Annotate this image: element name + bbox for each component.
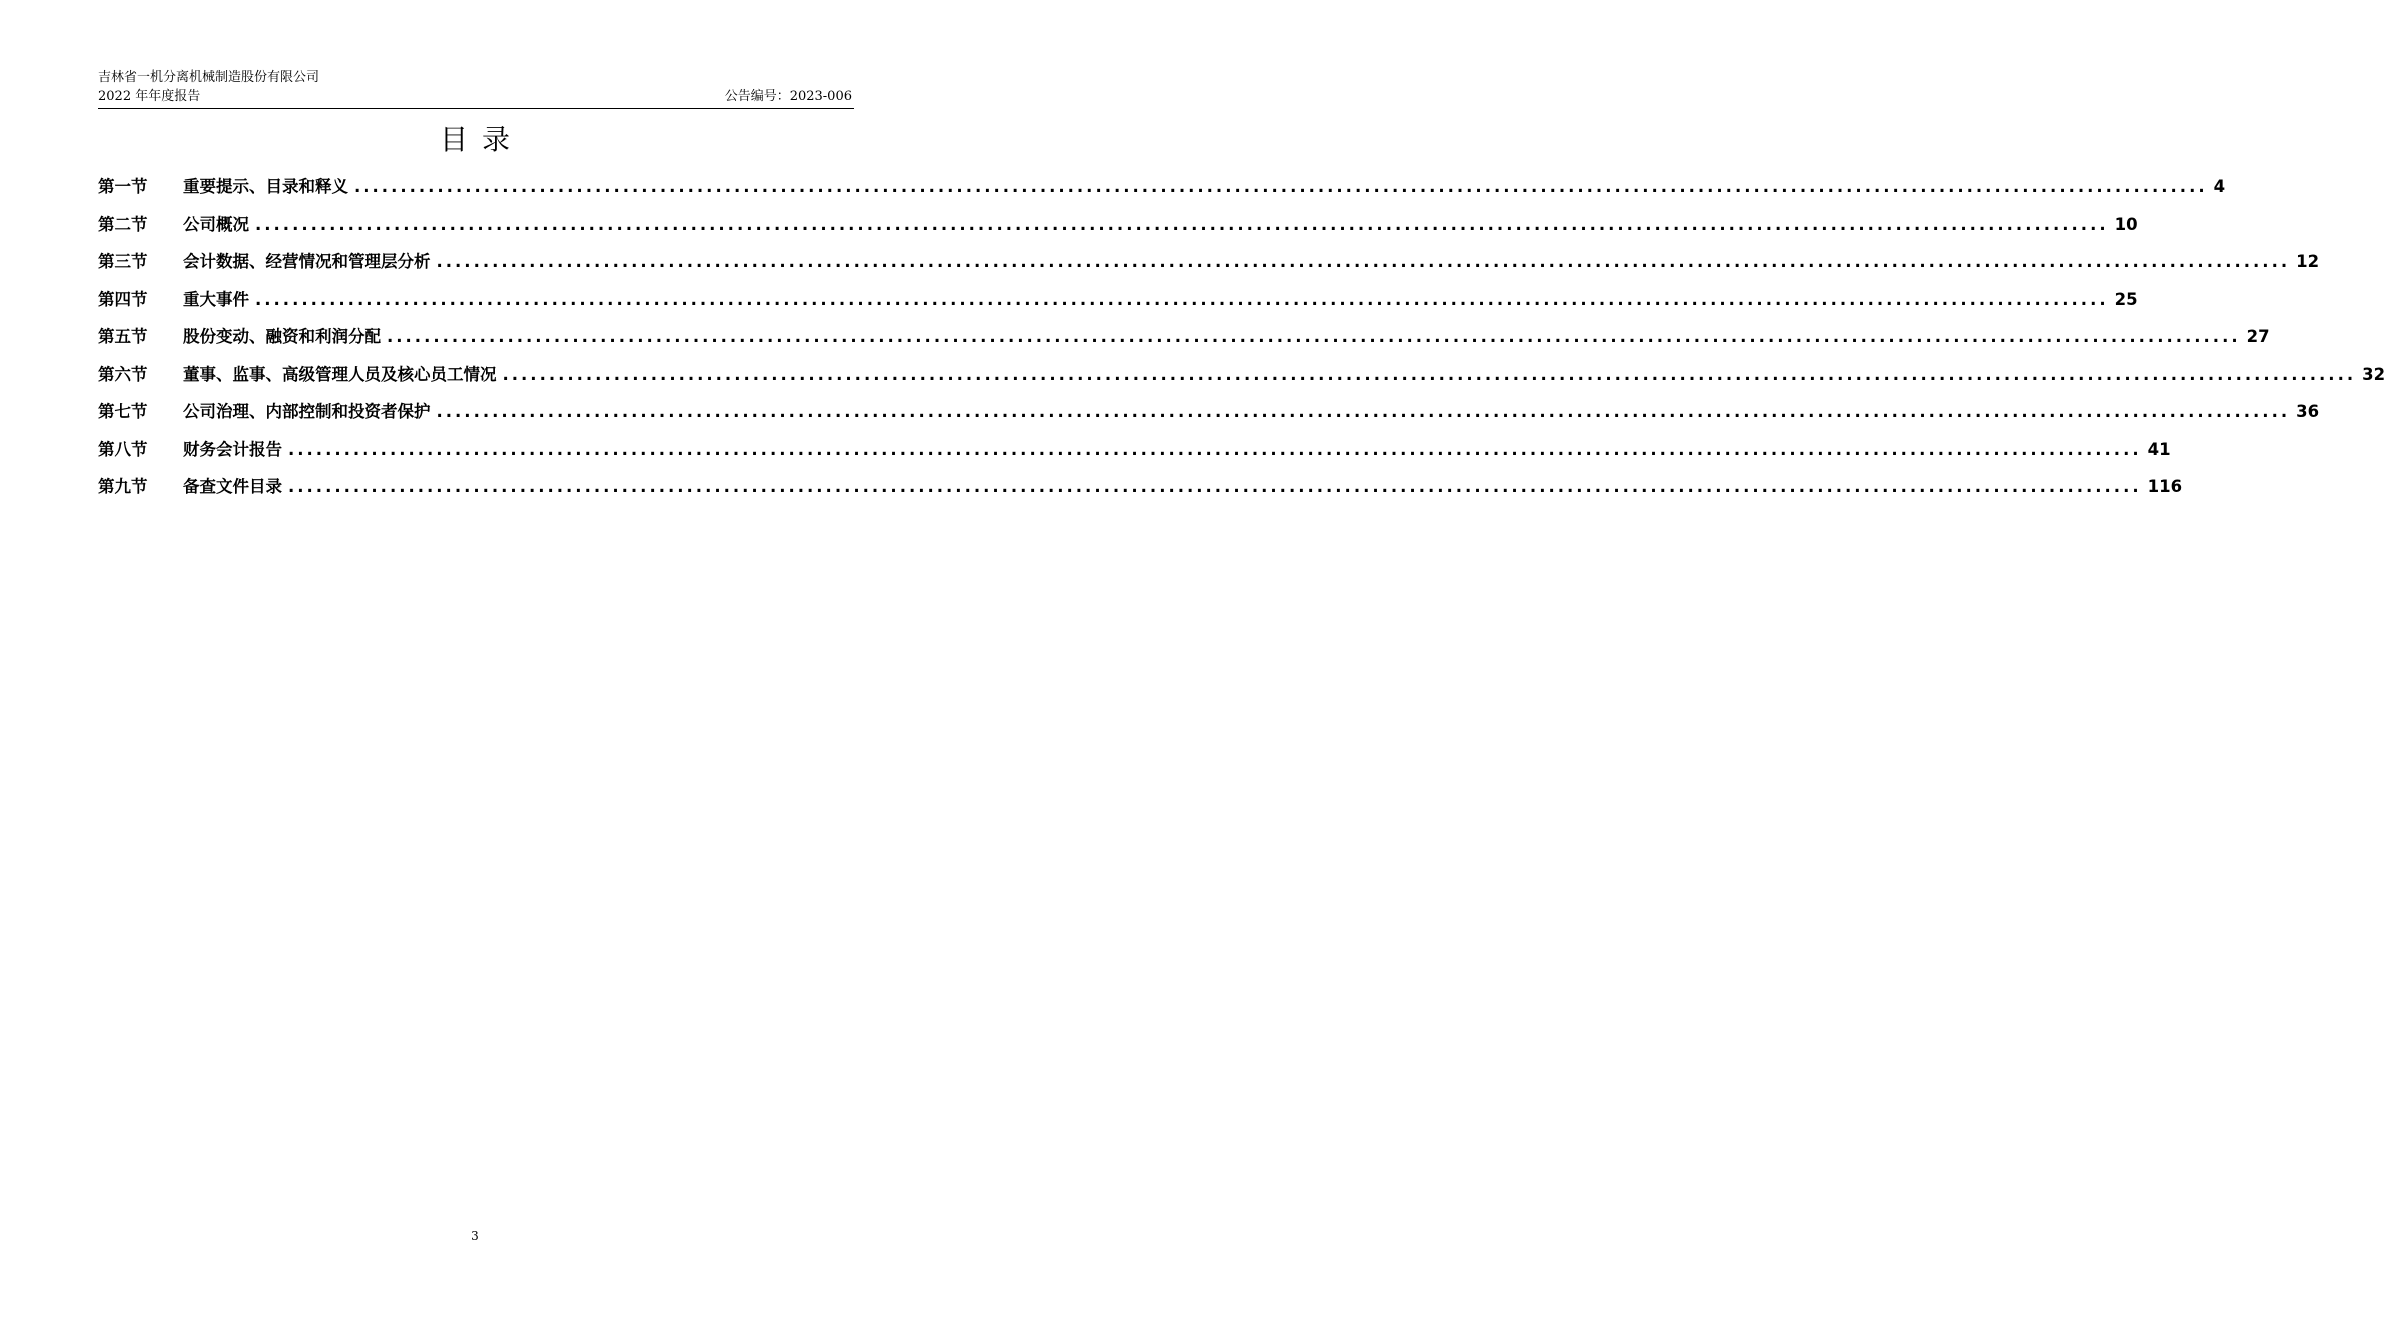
- toc-leader-dots: ........................................................................................................................................................................................................: [436, 402, 2291, 421]
- toc-item[interactable]: [98, 281, 2138, 319]
- toc-section-title: 重大事件: [183, 289, 249, 309]
- toc-section-title: 财务会计报告: [183, 439, 282, 459]
- page-number: 3: [471, 1229, 479, 1243]
- toc-item[interactable]: [98, 168, 2226, 206]
- toc-section-title: 公司概况: [183, 214, 249, 234]
- toc-section-title: 重要提示、目录和释义: [183, 177, 348, 196]
- toc-page-number: 27: [2246, 327, 2270, 346]
- toc-section-title: 公司治理、内部控制和投资者保护: [183, 402, 431, 421]
- toc-leader-dots: ........................................................................................................................................................................................................: [354, 177, 2208, 196]
- toc-section-title: 会计数据、经营情况和管理层分析: [183, 252, 431, 271]
- toc-section-number: 第四节: [98, 289, 148, 309]
- toc-section-title: 董事、监事、高级管理人员及核心员工情况: [183, 364, 497, 384]
- company-name: 吉林省一机分离机械制造股份有限公司: [98, 70, 320, 85]
- toc-item[interactable]: [98, 206, 2138, 244]
- toc-leader-dots: ........................................................................................................................................................................................................: [436, 252, 2291, 271]
- toc-page-number: 41: [2147, 439, 2171, 459]
- toc-section-number: 第八节: [98, 439, 148, 459]
- toc-item[interactable]: [98, 393, 2320, 431]
- toc-section-number: 第一节: [98, 177, 148, 196]
- toc-section-number: 第二节: [98, 214, 148, 234]
- toc-item[interactable]: [98, 468, 2183, 506]
- toc-item[interactable]: [98, 243, 2320, 281]
- toc-page-number: 25: [2114, 289, 2138, 309]
- notice-number: 公告编号：2023-006: [724, 89, 852, 104]
- toc-section-number: 第六节: [98, 364, 148, 384]
- report-name: 2022 年年度报告: [98, 89, 201, 104]
- toc-section-number: 第七节: [98, 402, 148, 421]
- toc-section-title: 备查文件目录: [183, 477, 282, 496]
- toc-item[interactable]: [98, 318, 2270, 356]
- toc-section-number: 第五节: [98, 327, 148, 346]
- toc-leader-dots: ........................................................................................................................................................................................................: [502, 364, 2357, 384]
- toc-item[interactable]: [98, 431, 2171, 469]
- toc-section-title: 股份变动、融资和利润分配: [183, 327, 381, 346]
- toc-page-number: 10: [2114, 214, 2138, 234]
- toc-section-number: 第三节: [98, 252, 148, 271]
- page-title: 目录: [439, 123, 524, 156]
- toc-page-number: 12: [2296, 252, 2320, 271]
- toc-leader-dots: ........................................................................................................................................................................................................: [255, 214, 2109, 234]
- toc-leader-dots: ........................................................................................................................................................................................................: [288, 477, 2142, 496]
- toc-page-number: 116: [2147, 477, 2183, 496]
- toc-leader-dots: ........................................................................................................................................................................................................: [387, 327, 2241, 346]
- table-of-contents: [98, 168, 2385, 506]
- toc-page-number: 4: [2213, 177, 2226, 196]
- toc-section-number: 第九节: [98, 477, 148, 496]
- toc-leader-dots: ........................................................................................................................................................................................................: [288, 439, 2142, 459]
- toc-page-number: 32: [2362, 364, 2385, 384]
- toc-item[interactable]: [98, 356, 2385, 394]
- toc-leader-dots: ........................................................................................................................................................................................................: [255, 289, 2109, 309]
- page-header: [98, 66, 854, 109]
- toc-page-number: 36: [2296, 402, 2320, 421]
